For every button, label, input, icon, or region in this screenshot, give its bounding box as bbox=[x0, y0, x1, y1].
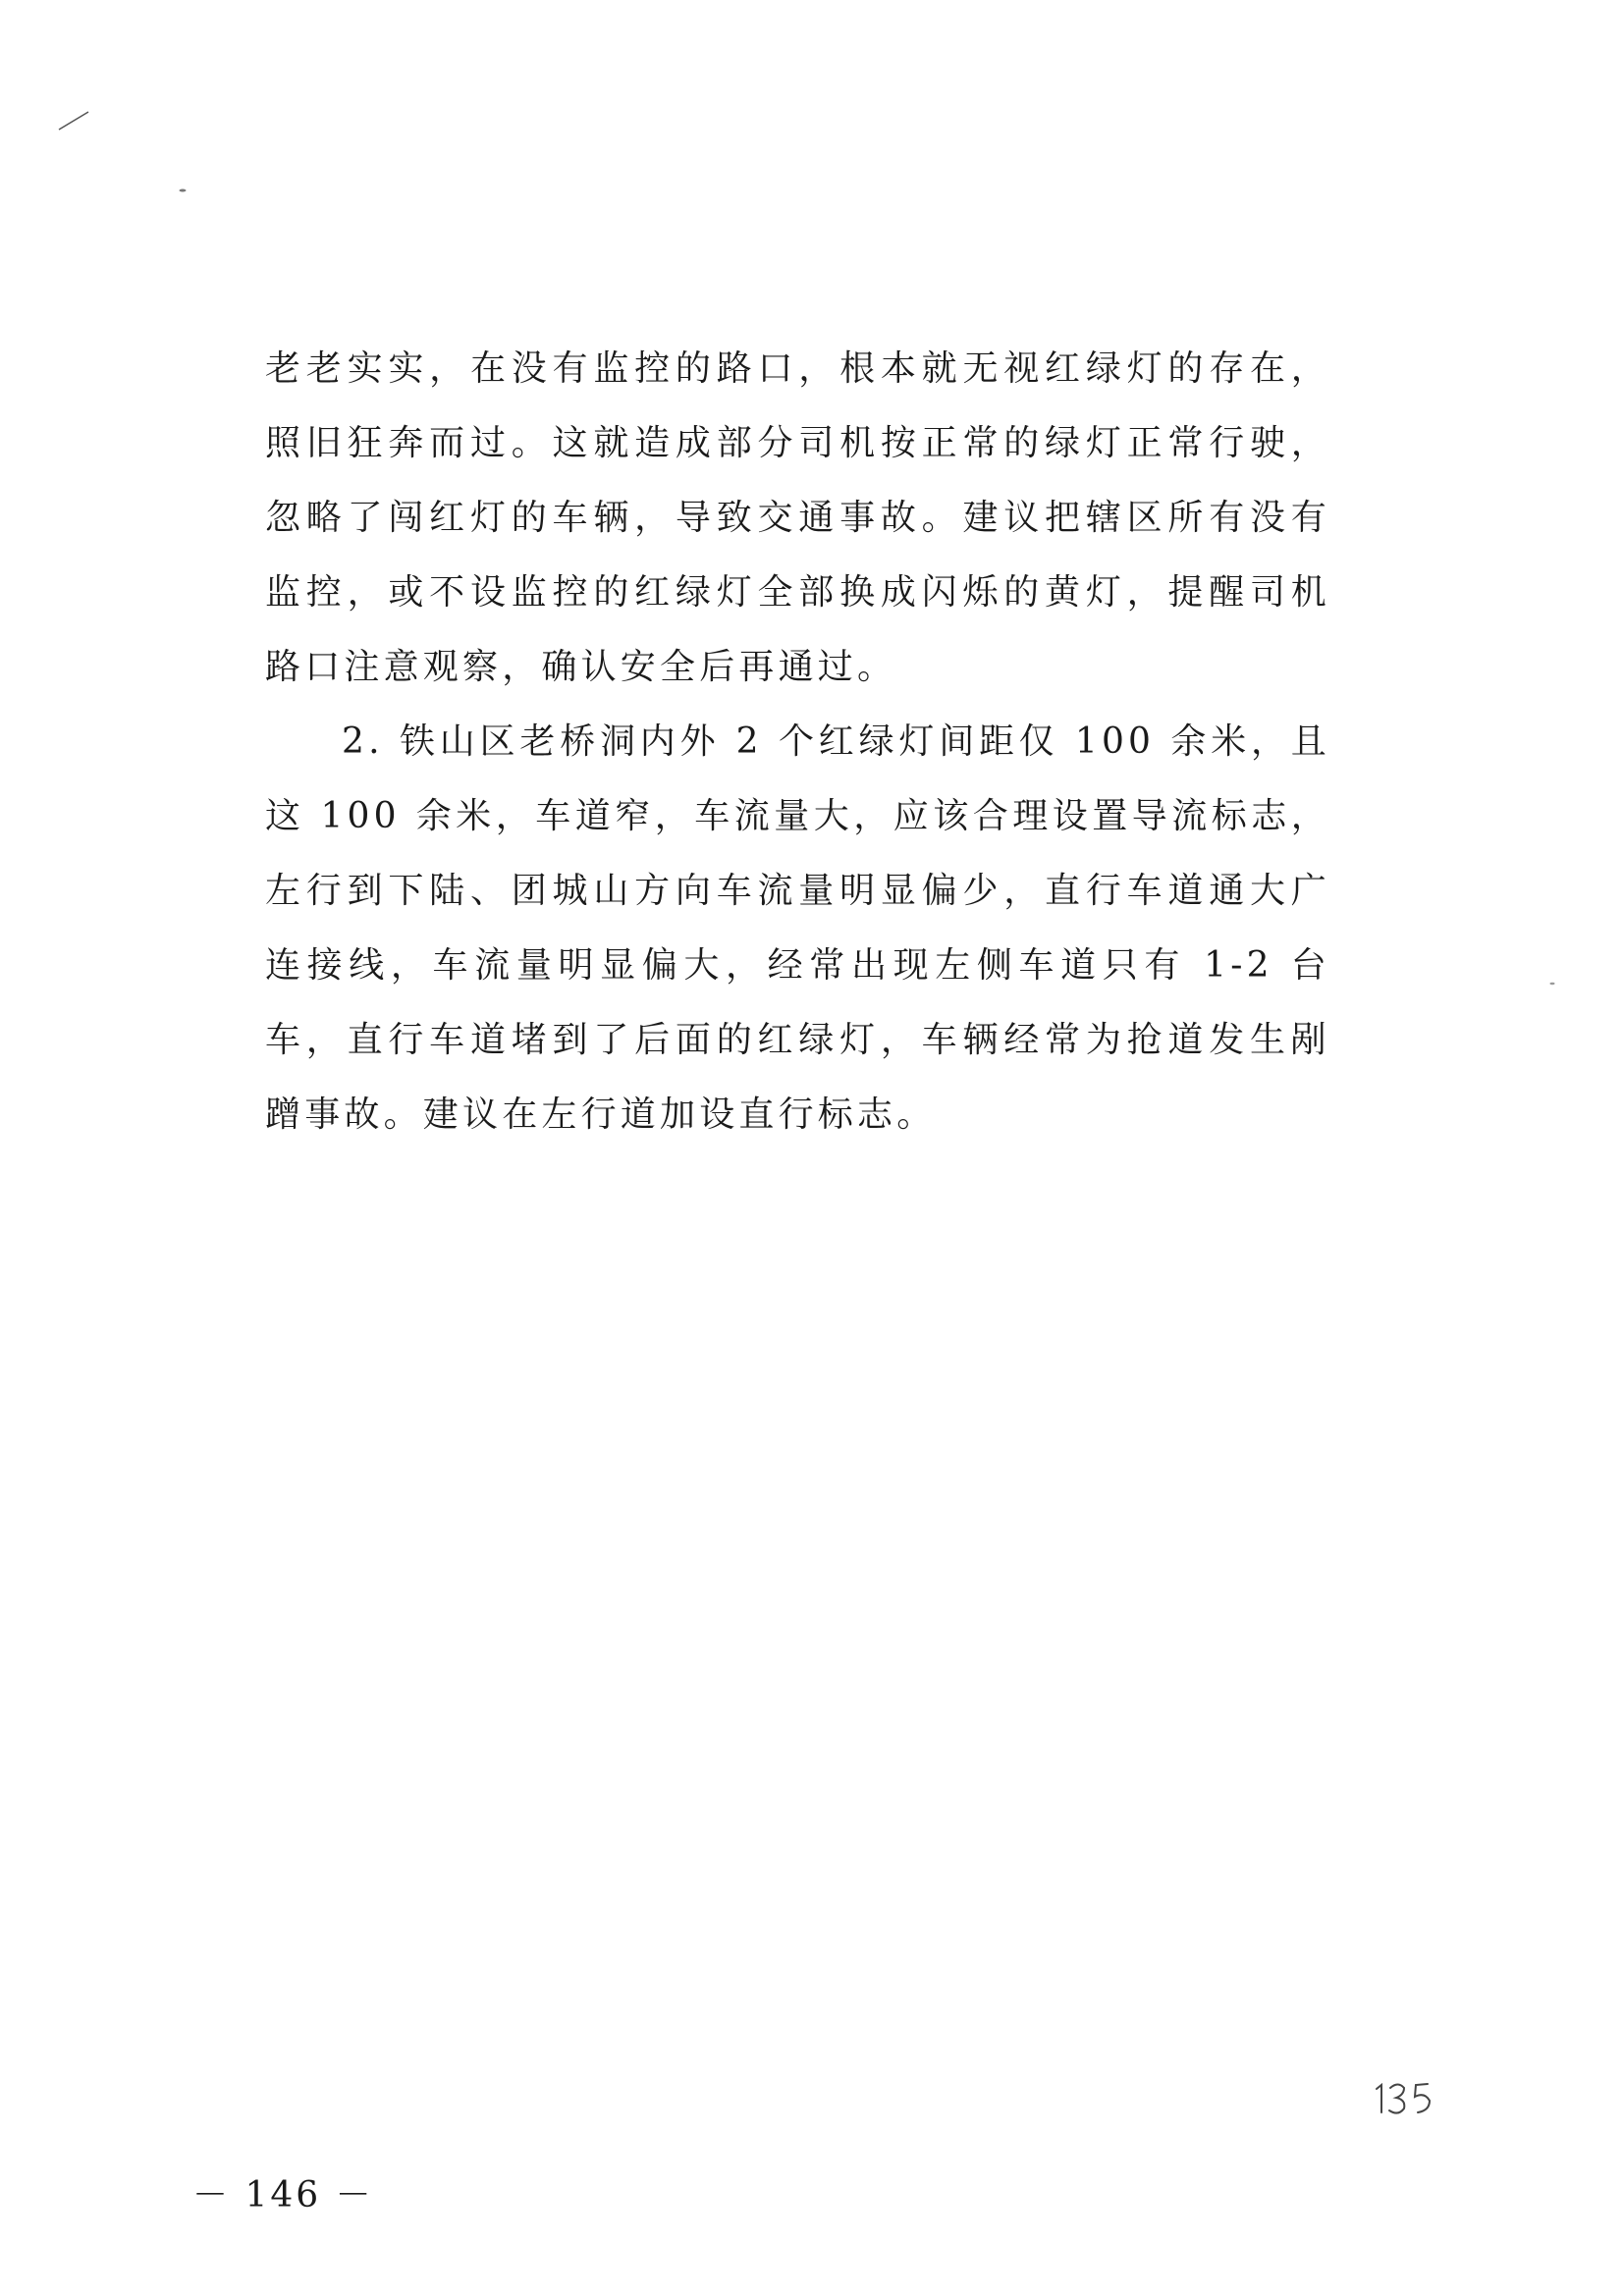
scan-mark bbox=[57, 110, 90, 132]
paragraph-continued: 老老实实，在没有监控的路口，根本就无视红绿灯的存在，照旧狂奔而过。这就造成部分司机按正常的绿灯正常行驶，忽略了闯红灯的车辆，导致交通事故。建议把辖区所有没有监控，或不设监控的红绿灯全部换成闪烁的黄灯，提醒司机路口注意观察，确认安全后再通过。 bbox=[265, 348, 1330, 687]
page-number: － 146 － bbox=[192, 2175, 374, 2216]
paragraph-item-2: 2. 铁山区老桥洞内外 2 个红绿灯间距仅 100 余米，且这 100 余米，车道窄，车流量大，应该合理设置导流标志，左行到下陆、团城山方向车流量明显偏少，直行车道通大广连接线，车流量明显偏大，经常出现左侧车道只有 1-2 台车，直行车道堵到了后面的红绿灯，车辆经常为抢道发生剐蹭事故。建议在左行道加设直行标志。 bbox=[265, 721, 1330, 1135]
document-body bbox=[265, 332, 1330, 1152]
scan-dot bbox=[179, 188, 187, 192]
handwritten-page-number bbox=[1373, 2079, 1441, 2118]
scan-dot bbox=[1549, 982, 1555, 986]
